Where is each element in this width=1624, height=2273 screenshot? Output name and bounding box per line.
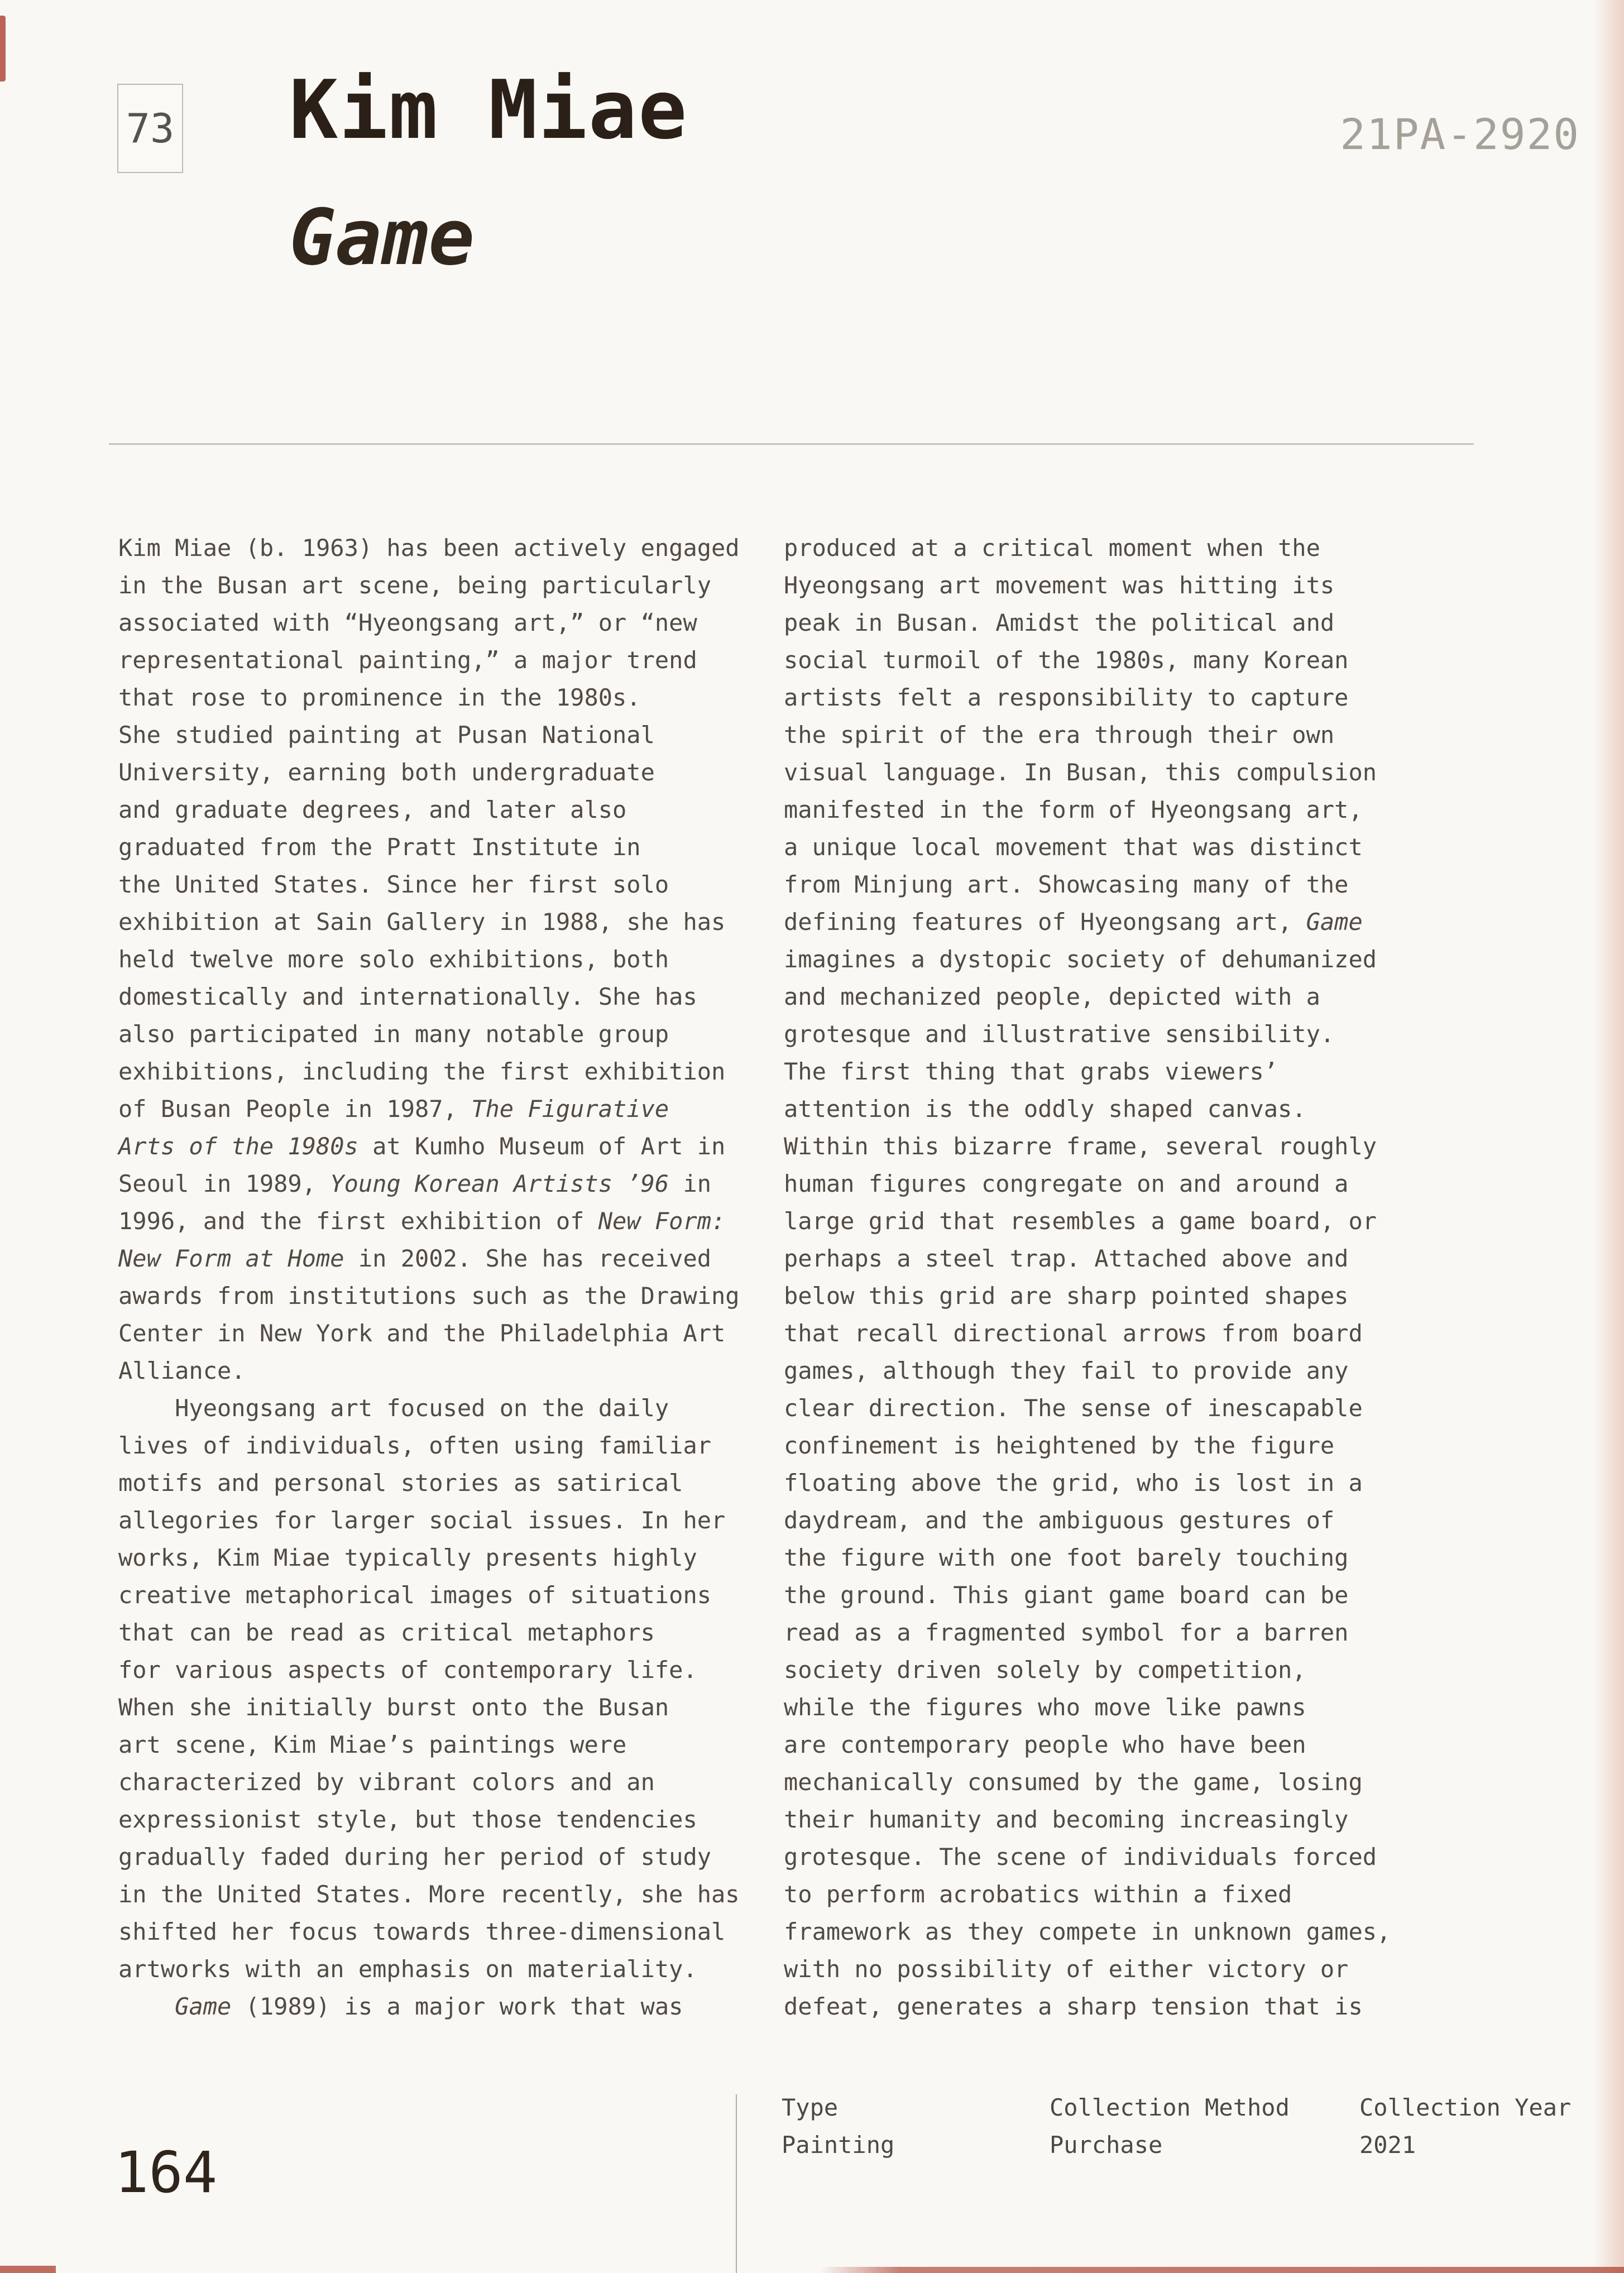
text-line: Alliance. (118, 1357, 246, 1384)
text-line: defeat, generates a sharp tension that is (784, 1993, 1363, 2020)
text-line: grotesque. The scene of individuals forced (784, 1843, 1377, 1871)
text-line: Game (1989) is a major work that was (175, 1993, 683, 2020)
text-line: 1996, and the first exhibition of New Form: (118, 1207, 726, 1235)
entry-number: 73 (126, 105, 175, 152)
text-line: art scene, Kim Miae’s paintings were (118, 1731, 627, 1758)
text-line: visual language. In Busan, this compulsion (784, 759, 1377, 786)
text-line: Center in New York and the Philadelphia Art (118, 1320, 726, 1347)
text-line: lives of individuals, often using familiar (118, 1432, 712, 1459)
text-line: the figure with one foot barely touching (784, 1544, 1349, 1571)
artwork-title: Game (289, 193, 475, 282)
text-line: Within this bizarre frame, several roughly (784, 1133, 1377, 1160)
scan-edge-left-red (0, 16, 6, 81)
text-line: in the Busan art scene, being particularly (118, 572, 712, 599)
text-line: Kim Miae (b. 1963) has been actively engaged (118, 534, 740, 562)
text-line: also participated in many notable group (118, 1020, 669, 1048)
text-line: peak in Busan. Amidst the political and (784, 609, 1335, 636)
text-line: and graduate degrees, and later also (118, 796, 627, 823)
text-line: perhaps a steel trap. Attached above and (784, 1245, 1349, 1272)
meta-type-label: Type (782, 2094, 839, 2121)
text-line: characterized by vibrant colors and an (118, 1768, 655, 1796)
text-line: New Form at Home in 2002. She has received (118, 1245, 712, 1272)
meta-collection-year-label: Collection Year (1359, 2094, 1572, 2121)
text-line: shifted her focus towards three-dimensional (118, 1918, 726, 1945)
text-line: gradually faded during her period of study (118, 1843, 712, 1871)
text-line: the spirit of the era through their own (784, 721, 1335, 749)
text-line: Arts of the 1980s at Kumho Museum of Art in (118, 1133, 726, 1160)
scan-edge-right (1593, 0, 1624, 2273)
text-line: in the United States. More recently, she has (118, 1881, 740, 1908)
text-line: games, although they fail to provide any (784, 1357, 1349, 1384)
text-line: grotesque and illustrative sensibility. (784, 1020, 1335, 1048)
text-line: from Minjung art. Showcasing many of the (784, 871, 1349, 898)
text-line: of Busan People in 1987, The Figurative (118, 1095, 669, 1123)
text-line: creative metaphorical images of situations (118, 1581, 712, 1609)
meta-type (782, 2089, 894, 2164)
text-line: a unique local movement that was distinct (784, 833, 1363, 861)
meta-collection-year (1359, 2089, 1571, 2164)
text-line: The first thing that grabs viewers’ (784, 1058, 1278, 1085)
text-line: that can be read as critical metaphors (118, 1619, 655, 1646)
text-line: floating above the grid, who is lost in a (784, 1469, 1363, 1497)
scan-edge-bottom-right-red (820, 2267, 1624, 2273)
text-line: that recall directional arrows from board (784, 1320, 1363, 1347)
text-line: and mechanized people, depicted with a (784, 983, 1320, 1010)
text-line: Hyeongsang art movement was hitting its (784, 572, 1335, 599)
entry-number-badge (117, 84, 183, 173)
text-line: mechanically consumed by the game, losing (784, 1768, 1363, 1796)
text-line: held twelve more solo exhibitions, both (118, 946, 669, 973)
footer-divider (736, 2094, 737, 2273)
text-line: allegories for larger social issues. In her (118, 1507, 726, 1534)
text-line: artists felt a responsibility to capture (784, 684, 1349, 711)
text-line: imagines a dystopic society of dehumanized (784, 946, 1377, 973)
text-line: exhibitions, including the first exhibition (118, 1058, 726, 1085)
text-line: attention is the oddly shaped canvas. (784, 1095, 1306, 1123)
text-line: are contemporary people who have been (784, 1731, 1306, 1758)
meta-collection-method-label: Collection Method (1050, 2094, 1290, 2121)
page-number: 164 (114, 2140, 218, 2206)
text-line: Seoul in 1989, Young Korean Artists ’96 in (118, 1170, 712, 1197)
text-line: with no possibility of either victory or (784, 1955, 1349, 1983)
text-line: read as a fragmented symbol for a barren (784, 1619, 1349, 1646)
meta-type-value: Painting (782, 2131, 895, 2159)
text-line: to perform acrobatics within a fixed (784, 1881, 1292, 1908)
text-line: produced at a critical moment when the (784, 534, 1320, 562)
scan-edge-bottom-left-red (0, 2266, 56, 2273)
article-column-right (784, 529, 1391, 2025)
text-line: large grid that resembles a game board, or (784, 1207, 1377, 1235)
catalog-number: 21PA-2920 (1340, 109, 1580, 159)
text-line: daydream, and the ambiguous gestures of (784, 1507, 1335, 1534)
meta-collection-year-value: 2021 (1359, 2131, 1416, 2159)
text-line: representational painting,” a major trend (118, 646, 697, 674)
text-line: domestically and internationally. She has (118, 983, 697, 1010)
text-line: Hyeongsang art focused on the daily (118, 1394, 669, 1422)
artist-name: Kim Miae (289, 63, 688, 157)
text-line: confinement is heightened by the figure (784, 1432, 1335, 1459)
text-line: When she initially burst onto the Busan (118, 1694, 669, 1721)
text-line: expressionist style, but those tendencies (118, 1806, 697, 1833)
text-line: human figures congregate on and around a (784, 1170, 1349, 1197)
text-line: University, earning both undergraduate (118, 759, 655, 786)
text-line: exhibition at Sain Gallery in 1988, she has (118, 908, 726, 936)
text-line: awards from institutions such as the Drawing (118, 1282, 740, 1310)
text-line: the United States. Since her first solo (118, 871, 669, 898)
text-line: works, Kim Miae typically presents highly (118, 1544, 697, 1571)
text-line: that rose to prominence in the 1980s. (118, 684, 641, 711)
text-line: for various aspects of contemporary life. (118, 1656, 697, 1684)
article-column-left (118, 529, 740, 2025)
header-divider (109, 443, 1474, 445)
text-line: social turmoil of the 1980s, many Korean (784, 646, 1349, 674)
text-line: clear direction. The sense of inescapable (784, 1394, 1363, 1422)
text-line: society driven solely by competition, (784, 1656, 1306, 1684)
text-line: She studied painting at Pusan National (118, 721, 655, 749)
text-line: framework as they compete in unknown games, (784, 1918, 1391, 1945)
text-line: below this grid are sharp pointed shapes (784, 1282, 1349, 1310)
text-line: artworks with an emphasis on materiality. (118, 1955, 697, 1983)
text-line: associated with “Hyeongsang art,” or “new (118, 609, 697, 636)
text-line: while the figures who move like pawns (784, 1694, 1306, 1721)
text-line: graduated from the Pratt Institute in (118, 833, 641, 861)
text-line: manifested in the form of Hyeongsang art, (784, 796, 1363, 823)
text-line: their humanity and becoming increasingly (784, 1806, 1349, 1833)
meta-collection-method (1050, 2089, 1290, 2164)
meta-collection-method-value: Purchase (1050, 2131, 1163, 2159)
text-line: the ground. This giant game board can be (784, 1581, 1349, 1609)
text-line: motifs and personal stories as satirical (118, 1469, 683, 1497)
text-line: defining features of Hyeongsang art, Game (784, 908, 1363, 936)
